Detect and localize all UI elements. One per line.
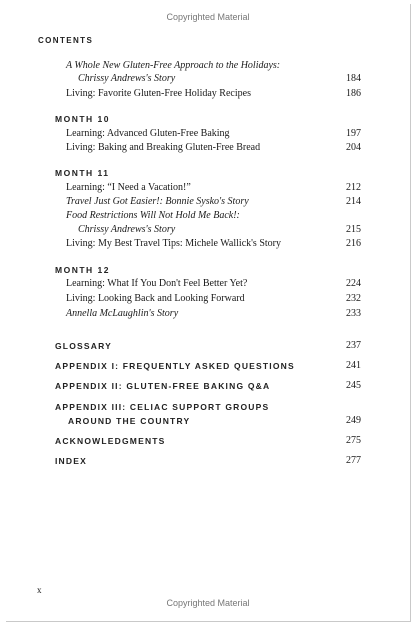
toc-page-number: 186 [346,88,361,99]
toc-page-number: 216 [346,238,361,249]
toc-entry-appendix-1[interactable]: APPENDIX I: FREQUENTLY ASKED QUESTIONS [55,361,295,371]
toc-page-number: 232 [346,293,361,304]
contents-heading: CONTENTS [38,36,94,45]
page-folio: x [37,585,42,595]
toc-entry-travel-tips[interactable]: Living: My Best Travel Tips: Michele Wallick's Story [66,238,281,249]
toc-entry-index[interactable]: INDEX [55,456,87,466]
toc-page-number: 245 [346,380,361,391]
toc-page-number: 241 [346,360,361,371]
toc-entry-annella[interactable]: Annella McLaughlin's Story [66,308,179,319]
toc-entry-bread[interactable]: Living: Baking and Breaking Gluten-Free Bread [66,142,261,153]
toc-page-number: 204 [346,142,361,153]
toc-page-number: 197 [346,128,361,139]
toc-page-number: 237 [346,340,361,351]
toc-entry-appendix-2[interactable]: APPENDIX II: GLUTEN-FREE BAKING Q&A [55,381,271,391]
toc-heading-month-12[interactable]: MONTH 12 [55,265,110,275]
toc-entry-feel-better[interactable]: Learning: What If You Don't Feel Better Yet? [66,278,248,289]
toc-entry-looking-back[interactable]: Living: Looking Back and Looking Forward [66,293,245,304]
toc-page-number: 212 [346,182,361,193]
toc-entry-acknowledgments[interactable]: ACKNOWLEDGMENTS [55,436,166,446]
watermark-bottom: Copyrighted Material [166,598,250,608]
toc-entry-holiday-recipes[interactable]: Living: Favorite Gluten-Free Holiday Recipes [66,88,251,99]
toc-page-number: 215 [346,224,361,235]
toc-heading-month-11[interactable]: MONTH 11 [55,168,110,178]
toc-page-number: 233 [346,308,361,319]
toc-page-number: 275 [346,435,361,446]
toc-entry-glossary[interactable]: GLOSSARY [55,341,112,351]
watermark-top: Copyrighted Material [166,12,250,22]
toc-page-number: 277 [346,455,361,466]
toc-page-number: 249 [346,415,361,426]
toc-entry-food-restrictions[interactable]: Food Restrictions Will Not Hold Me Back!: [66,210,240,221]
toc-entry-holidays-approach-author[interactable]: Chrissy Andrews's Story [78,73,176,84]
toc-heading-month-10[interactable]: MONTH 10 [55,114,110,124]
toc-entry-appendix-3-cont[interactable]: AROUND THE COUNTRY [68,416,191,426]
toc-page-number: 224 [346,278,361,289]
toc-entry-travel-easier[interactable]: Travel Just Got Easier!: Bonnie Sysko's Story [66,196,249,207]
toc-entry-holidays-approach[interactable]: A Whole New Gluten-Free Approach to the Holidays: [66,60,281,71]
toc-page-number: 214 [346,196,361,207]
toc-entry-appendix-3[interactable]: APPENDIX III: CELIAC SUPPORT GROUPS [55,402,270,412]
toc-entry-food-restrictions-author[interactable]: Chrissy Andrews's Story [78,224,176,235]
toc-page-number: 184 [346,73,361,84]
toc-entry-advanced-baking[interactable]: Learning: Advanced Gluten-Free Baking [66,128,230,139]
toc-entry-vacation[interactable]: Learning: “I Need a Vacation!” [66,182,191,193]
